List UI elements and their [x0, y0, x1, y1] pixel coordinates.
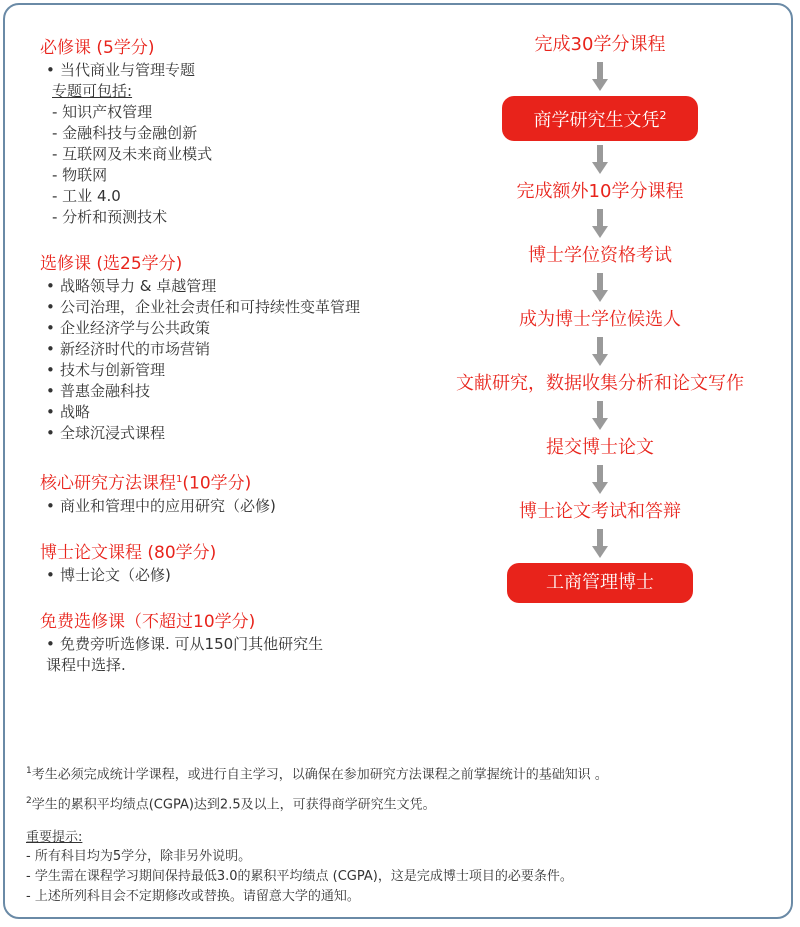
thesis-title: 博士论文课程 (80学分) — [40, 542, 217, 563]
elective-item: • 战略 — [46, 403, 91, 421]
curriculum-column — [40, 36, 460, 700]
elective-item: • 战略领导力 & 卓越管理 — [46, 277, 217, 295]
flow-step-1: 完成30学分课程 — [534, 34, 666, 55]
topic-item: - 分析和预测技术 — [52, 208, 168, 226]
required-item: • 当代商业与管理专题 — [46, 61, 196, 79]
dba-pill: 工商管理博士 — [507, 563, 693, 603]
electives-title: 选修课 (选25学分) — [40, 254, 183, 274]
notes-section — [26, 762, 786, 907]
footnote-1: $^1$考生必须完成统计学课程，或进行自主学习，以确保在参加研究方法课程之前掌握统计的基础知识 。 — [26, 766, 608, 783]
flow-step-3: 博士学位资格考试 — [528, 245, 672, 266]
methods-section — [40, 468, 460, 517]
footnote-2: $^2$学生的累积平均绩点(CGPA)达到2.5及以上，可获得商学研究生文凭。 — [26, 796, 436, 813]
important-title: 重要提示: — [26, 829, 83, 845]
elective-item: • 全球沉浸式课程 — [46, 424, 166, 442]
flow-step-2: 完成额外10学分课程 — [516, 181, 684, 202]
topic-item: - 知识产权管理 — [52, 103, 153, 121]
thesis-item: • 博士论文（必修) — [46, 565, 171, 584]
required-section — [40, 36, 460, 228]
thesis-section — [40, 541, 460, 586]
down-arrow-icon — [592, 337, 608, 367]
required-title: 必修课 (5学分) — [40, 38, 155, 58]
down-arrow-icon — [592, 62, 608, 92]
elective-item: • 技术与创新管理 — [46, 361, 166, 379]
topic-item: - 物联网 — [52, 166, 108, 184]
down-arrow-icon — [592, 465, 608, 495]
methods-title: 核心研究方法课程$^1$(10学分) — [40, 473, 252, 494]
elective-item: • 公司治理，企业社会责任和可持续性变革管理 — [46, 298, 361, 316]
flow-step-4: 成为博士学位候选人 — [519, 309, 681, 330]
flow-step-5: 文献研究，数据收集分析和论文写作 — [456, 373, 744, 394]
topic-item: - 工业 4.0 — [52, 187, 121, 205]
important-item: - 学生需在课程学习期间保持最低3.0的累积平均绩点 (CGPA)，这是完成博士项目的必要条件。 — [26, 868, 573, 884]
important-item: - 所有科目均为5学分，除非另外说明。 — [26, 848, 252, 864]
flow-step-6: 提交博士论文 — [546, 437, 654, 458]
electives-section — [40, 252, 460, 444]
important-item: - 上述所列科目会不定期修改或替换。请留意大学的通知。 — [26, 888, 360, 904]
free-section — [40, 610, 460, 676]
free-item-continued: 课程中选择. — [46, 655, 126, 674]
down-arrow-icon — [592, 273, 608, 303]
elective-item: • 普惠金融科技 — [46, 382, 151, 400]
topics-label: 专题可包括: — [52, 82, 133, 100]
methods-item: • 商业和管理中的应用研究（必修) — [46, 496, 276, 515]
diploma-pill: 商学研究生文凭$^2$ — [502, 96, 698, 141]
topic-item: - 金融科技与金融创新 — [52, 124, 198, 142]
down-arrow-icon — [592, 145, 608, 175]
topic-item: - 互联网及未来商业模式 — [52, 145, 213, 163]
free-title: 免费选修课（不超过10学分) — [40, 611, 256, 632]
down-arrow-icon — [592, 209, 608, 239]
free-item: • 免费旁听选修课. 可从150门其他研究生 — [46, 634, 324, 653]
down-arrow-icon — [592, 529, 608, 559]
progression-flowchart — [430, 32, 770, 603]
down-arrow-icon — [592, 401, 608, 431]
elective-item: • 新经济时代的市场营销 — [46, 340, 211, 358]
elective-item: • 企业经济学与公共政策 — [46, 319, 211, 337]
flow-step-7: 博士论文考试和答辩 — [519, 501, 681, 522]
